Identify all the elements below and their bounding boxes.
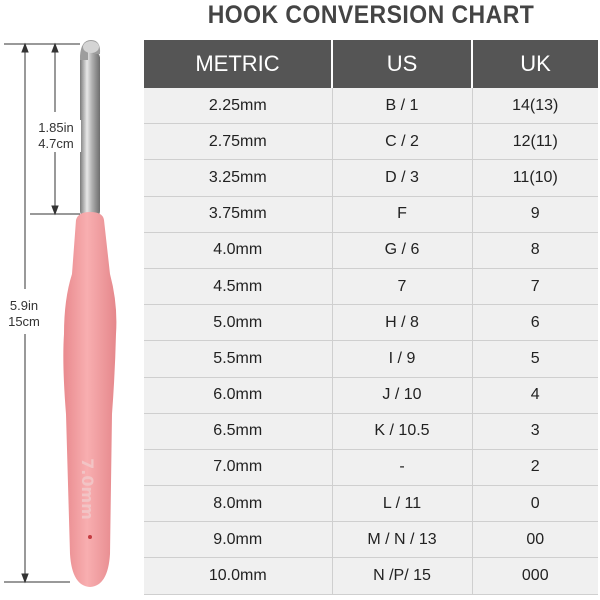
total-length-label <box>2 298 46 330</box>
table-row <box>144 124 598 160</box>
us-cell: N /P/ 15 <box>332 558 472 594</box>
uk-cell: 0 <box>472 486 598 522</box>
handle-dot <box>88 535 92 539</box>
metric-cell: 2.75mm <box>144 124 332 160</box>
handle-label: 7.0mm <box>78 458 97 520</box>
metric-cell: 2.25mm <box>144 88 332 124</box>
uk-cell: 9 <box>472 196 598 232</box>
table-row <box>144 558 598 594</box>
metric-cell: 4.5mm <box>144 268 332 304</box>
us-cell: F <box>332 196 472 232</box>
table-row <box>144 232 598 268</box>
table-row <box>144 88 598 124</box>
table-row <box>144 522 598 558</box>
us-cell: J / 10 <box>332 377 472 413</box>
metric-cell: 9.0mm <box>144 522 332 558</box>
tip-length-label <box>31 120 81 152</box>
us-cell: D / 3 <box>332 160 472 196</box>
us-cell: C / 2 <box>332 124 472 160</box>
uk-cell: 12(11) <box>472 124 598 160</box>
uk-cell: 00 <box>472 522 598 558</box>
total-length-in: 5.9in <box>9 298 39 313</box>
total-length-cm: 15cm <box>8 314 40 329</box>
uk-cell: 4 <box>472 377 598 413</box>
metric-cell: 6.5mm <box>144 413 332 449</box>
uk-cell: 000 <box>472 558 598 594</box>
us-cell: K / 10.5 <box>332 413 472 449</box>
conversion-table <box>144 40 598 595</box>
metric-cell: 10.0mm <box>144 558 332 594</box>
metric-cell: 4.0mm <box>144 232 332 268</box>
uk-cell: 7 <box>472 268 598 304</box>
table-row <box>144 341 598 377</box>
table-row <box>144 413 598 449</box>
table-row <box>144 449 598 485</box>
uk-cell: 2 <box>472 449 598 485</box>
us-cell: M / N / 13 <box>332 522 472 558</box>
us-cell: L / 11 <box>332 486 472 522</box>
uk-cell: 11(10) <box>472 160 598 196</box>
tip-length-in: 1.85in <box>38 120 74 135</box>
metric-cell: 6.0mm <box>144 377 332 413</box>
metric-cell: 7.0mm <box>144 449 332 485</box>
table-row <box>144 486 598 522</box>
hook-shaft <box>80 40 100 217</box>
metric-cell: 3.25mm <box>144 160 332 196</box>
table-row <box>144 377 598 413</box>
us-cell: G / 6 <box>332 232 472 268</box>
metric-cell: 3.75mm <box>144 196 332 232</box>
header-metric: METRIC <box>144 40 332 88</box>
crochet-hook-illustration <box>0 34 148 595</box>
uk-cell: 8 <box>472 232 598 268</box>
us-cell: I / 9 <box>332 341 472 377</box>
us-cell: 7 <box>332 268 472 304</box>
table-row <box>144 268 598 304</box>
metric-cell: 5.5mm <box>144 341 332 377</box>
hook-handle <box>63 212 116 587</box>
table-row <box>144 196 598 232</box>
metric-cell: 5.0mm <box>144 305 332 341</box>
us-cell: B / 1 <box>332 88 472 124</box>
header-uk: UK <box>472 40 598 88</box>
uk-cell: 3 <box>472 413 598 449</box>
table-row <box>144 160 598 196</box>
metric-cell: 8.0mm <box>144 486 332 522</box>
table-header-row <box>144 40 598 88</box>
uk-cell: 6 <box>472 305 598 341</box>
header-us: US <box>332 40 472 88</box>
uk-cell: 5 <box>472 341 598 377</box>
chart-title: HOOK CONVERSION CHART <box>207 1 535 29</box>
us-cell: - <box>332 449 472 485</box>
us-cell: H / 8 <box>332 305 472 341</box>
tip-length-cm: 4.7cm <box>38 136 74 151</box>
table-row <box>144 305 598 341</box>
uk-cell: 14(13) <box>472 88 598 124</box>
